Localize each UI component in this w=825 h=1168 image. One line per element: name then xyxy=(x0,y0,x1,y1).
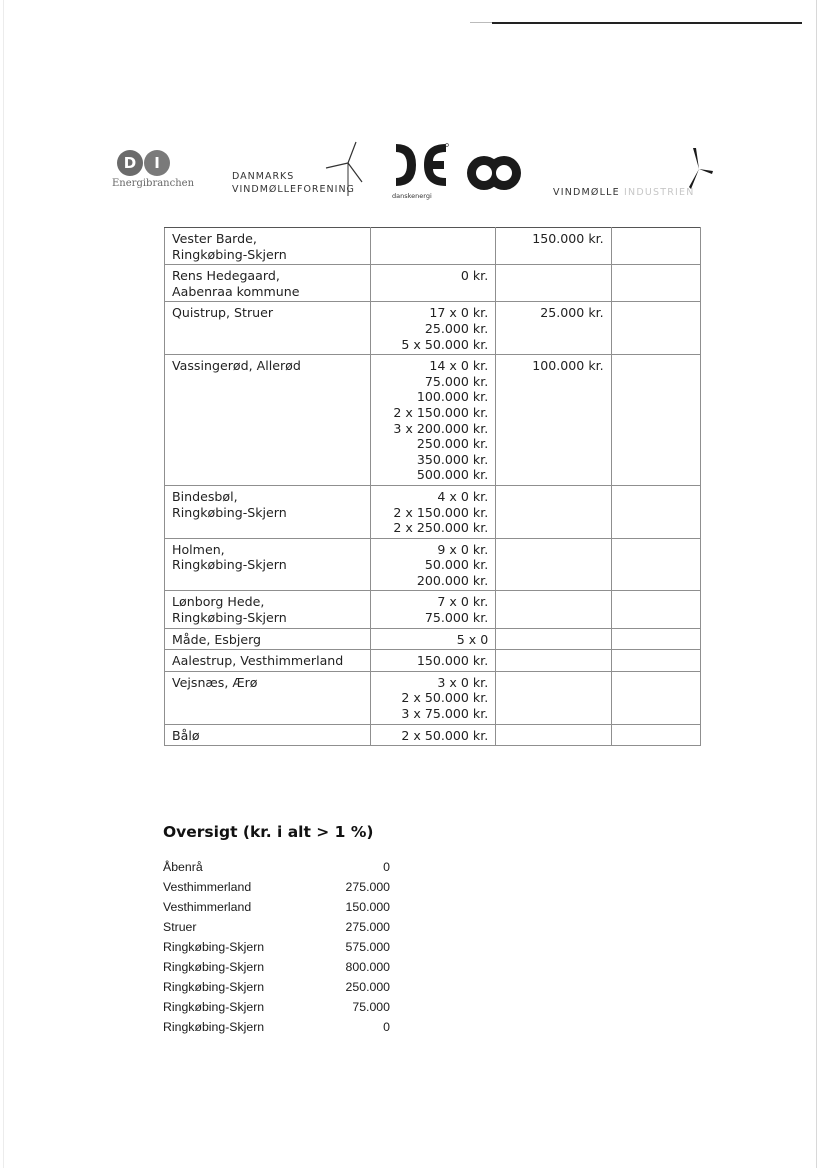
table-row xyxy=(165,591,701,628)
overview-municipality: Ringkøbing-Skjern xyxy=(163,980,265,994)
empty-cell xyxy=(611,302,700,355)
location-cell xyxy=(165,228,371,265)
overview-municipality: Vesthimmerland xyxy=(163,900,252,914)
overview-amount: 0 xyxy=(383,860,390,874)
cell-line: 75.000 kr. xyxy=(424,373,489,389)
cell-line: 100.000 kr. xyxy=(532,358,604,374)
amount-cell-2 xyxy=(496,538,611,591)
cell-line: Ringkøbing-Skjern xyxy=(172,504,287,520)
location-cell xyxy=(165,671,371,724)
amount-cell-2 xyxy=(496,265,611,302)
empty-cell xyxy=(611,538,700,591)
overview-municipality: Ringkøbing-Skjern xyxy=(163,940,265,954)
empty-cell xyxy=(611,628,700,650)
cell-line: Rens Hedegaard, xyxy=(172,268,280,284)
overview-row xyxy=(163,877,393,897)
cell-line: 250.000 kr. xyxy=(416,436,489,452)
cell-line: Ringkøbing-Skjern xyxy=(172,610,287,626)
cell-line: 2 x 50.000 kr. xyxy=(401,690,489,706)
cell-line: 5 x 50.000 kr. xyxy=(401,336,489,352)
table-row xyxy=(165,355,701,486)
location-cell xyxy=(165,355,371,486)
amount-cell xyxy=(370,650,495,672)
empty-cell xyxy=(611,671,700,724)
cell-line: 75.000 kr. xyxy=(424,610,489,626)
vm-logo-text-dark: VINDMØLLE xyxy=(553,187,620,198)
table-row xyxy=(165,485,701,538)
location-cell xyxy=(165,265,371,302)
overview-amount: 150.000 xyxy=(345,900,390,914)
amount-cell-2 xyxy=(496,591,611,628)
overview-amount: 575.000 xyxy=(345,940,390,954)
amount-cell xyxy=(370,485,495,538)
cell-line: 3 x 0 kr. xyxy=(437,674,489,690)
overview-amount: 275.000 xyxy=(345,920,390,934)
empty-cell xyxy=(611,355,700,486)
table-row xyxy=(165,265,701,302)
overview-amount: 250.000 xyxy=(345,980,390,994)
empty-cell xyxy=(611,591,700,628)
wind-turbine-icon xyxy=(318,138,368,198)
dansk-energi-logo xyxy=(392,136,452,202)
header-rule-faint xyxy=(470,22,494,23)
vindmoelle-industrien-logo xyxy=(553,145,713,205)
scan-edge-left xyxy=(3,0,4,1168)
amount-cell xyxy=(370,355,495,486)
cell-line: 14 x 0 kr. xyxy=(429,358,489,374)
di-logo-letter-d: D xyxy=(117,150,143,176)
cell-line: 500.000 kr. xyxy=(416,467,489,483)
cell-line: Bindesbøl, xyxy=(172,488,238,504)
cell-line: Quistrup, Struer xyxy=(172,305,274,321)
subsidy-table-body xyxy=(165,228,701,746)
dansk-energi-mark-icon xyxy=(392,136,452,194)
header-rule xyxy=(492,22,802,24)
overview-municipality: Ringkøbing-Skjern xyxy=(163,1000,265,1014)
overview-municipality: Åbenrå xyxy=(163,860,203,874)
cell-line: 9 x 0 kr. xyxy=(437,541,489,557)
overview-row xyxy=(163,917,393,937)
table-row xyxy=(165,671,701,724)
cell-line: 17 x 0 kr. xyxy=(429,305,489,321)
dansk-energi-subtitle: danskenergi xyxy=(392,192,432,200)
empty-cell xyxy=(611,265,700,302)
overview-row xyxy=(163,937,393,957)
amount-cell xyxy=(370,628,495,650)
amount-cell xyxy=(370,671,495,724)
cell-line: Aabenraa kommune xyxy=(172,283,300,299)
amount-cell xyxy=(370,228,495,265)
overview-amount: 800.000 xyxy=(345,960,390,974)
empty-cell xyxy=(611,228,700,265)
overview-municipality: Struer xyxy=(163,920,197,934)
amount-cell-2 xyxy=(496,355,611,486)
location-cell xyxy=(165,485,371,538)
subsidy-table xyxy=(164,227,701,746)
cell-line: 2 x 250.000 kr. xyxy=(393,520,489,536)
di-logo-subtitle: Energibranchen xyxy=(112,178,195,189)
cell-line: Ringkøbing-Skjern xyxy=(172,557,287,573)
cell-line: Ringkøbing-Skjern xyxy=(172,246,287,262)
di-energibranchen-logo xyxy=(112,150,195,195)
empty-cell xyxy=(611,650,700,672)
cell-line: 2 x 150.000 kr. xyxy=(393,404,489,420)
location-cell xyxy=(165,591,371,628)
overview-row xyxy=(163,1017,393,1037)
cell-line: Vejsnæs, Ærø xyxy=(172,674,258,690)
amount-cell xyxy=(370,724,495,746)
amount-cell xyxy=(370,302,495,355)
dv-logo-line1: DANMARKS xyxy=(232,171,295,182)
overview-row xyxy=(163,857,393,877)
amount-cell xyxy=(370,265,495,302)
di-logo-letter-i: I xyxy=(144,150,170,176)
overview-amount: 75.000 xyxy=(352,1000,390,1014)
cell-line: Aalestrup, Vesthimmerland xyxy=(172,653,344,669)
location-cell xyxy=(165,302,371,355)
cell-line: 5 x 0 xyxy=(456,631,489,647)
cell-line: Bålø xyxy=(172,727,200,743)
cell-line: 50.000 kr. xyxy=(424,557,489,573)
cell-line: 2 x 150.000 kr. xyxy=(393,504,489,520)
amount-cell-2 xyxy=(496,650,611,672)
vm-logo-text-faint: INDUSTRIEN xyxy=(624,187,695,198)
cell-line: Vester Barde, xyxy=(172,231,257,246)
amount-cell-2 xyxy=(496,724,611,746)
overview-row xyxy=(163,957,393,977)
cell-line: 150.000 kr. xyxy=(416,653,489,669)
overview-row xyxy=(163,897,393,917)
scan-edge-right xyxy=(816,0,817,1168)
location-cell xyxy=(165,724,371,746)
cell-line: 100.000 kr. xyxy=(416,389,489,405)
table-row xyxy=(165,538,701,591)
table-row xyxy=(165,724,701,746)
danmarks-vindmoelleforening-logo xyxy=(232,138,372,198)
table-row xyxy=(165,628,701,650)
table-row xyxy=(165,650,701,672)
landbrug-foedevarer-logo xyxy=(466,152,522,194)
amount-cell-2 xyxy=(496,485,611,538)
overview-municipality: Vesthimmerland xyxy=(163,880,252,894)
location-cell xyxy=(165,650,371,672)
turbine-blades-icon xyxy=(683,145,715,195)
cell-line: 350.000 kr. xyxy=(416,451,489,467)
overview-list xyxy=(163,857,393,1037)
location-cell xyxy=(165,538,371,591)
cell-line: 4 x 0 kr. xyxy=(437,488,489,504)
cell-line: 7 x 0 kr. xyxy=(437,594,489,610)
cell-line: 3 x 200.000 kr. xyxy=(393,420,489,436)
cell-line: Holmen, xyxy=(172,541,225,557)
amount-cell-2 xyxy=(496,302,611,355)
cell-line: 25.000 kr. xyxy=(424,320,489,336)
overview-row xyxy=(163,997,393,1017)
table-row xyxy=(165,302,701,355)
table-row xyxy=(165,228,701,265)
cell-line: 3 x 75.000 kr. xyxy=(401,706,489,722)
amount-cell-2 xyxy=(496,671,611,724)
overview-amount: 0 xyxy=(383,1020,390,1034)
amount-cell xyxy=(370,538,495,591)
location-cell xyxy=(165,628,371,650)
cell-line: 0 kr. xyxy=(460,268,489,284)
dv-logo-line2: VINDMØLLEFORENING xyxy=(232,184,355,195)
empty-cell xyxy=(611,485,700,538)
cell-line: 25.000 kr. xyxy=(540,305,604,321)
cell-line: 150.000 kr. xyxy=(532,231,604,246)
cell-line: 200.000 kr. xyxy=(416,572,489,588)
amount-cell xyxy=(370,591,495,628)
overview-heading: Oversigt (kr. i alt > 1 %) xyxy=(163,823,374,841)
cell-line: Måde, Esbjerg xyxy=(172,631,262,647)
overview-row xyxy=(163,977,393,997)
overview-amount: 275.000 xyxy=(345,880,390,894)
overview-municipality: Ringkøbing-Skjern xyxy=(163,1020,265,1034)
cell-line: Lønborg Hede, xyxy=(172,594,265,610)
amount-cell-2 xyxy=(496,628,611,650)
empty-cell xyxy=(611,724,700,746)
overview-municipality: Ringkøbing-Skjern xyxy=(163,960,265,974)
amount-cell-2 xyxy=(496,228,611,265)
cell-line: 2 x 50.000 kr. xyxy=(401,727,489,743)
cell-line: Vassingerød, Allerød xyxy=(172,358,301,374)
infinity-seal-icon xyxy=(466,152,522,194)
